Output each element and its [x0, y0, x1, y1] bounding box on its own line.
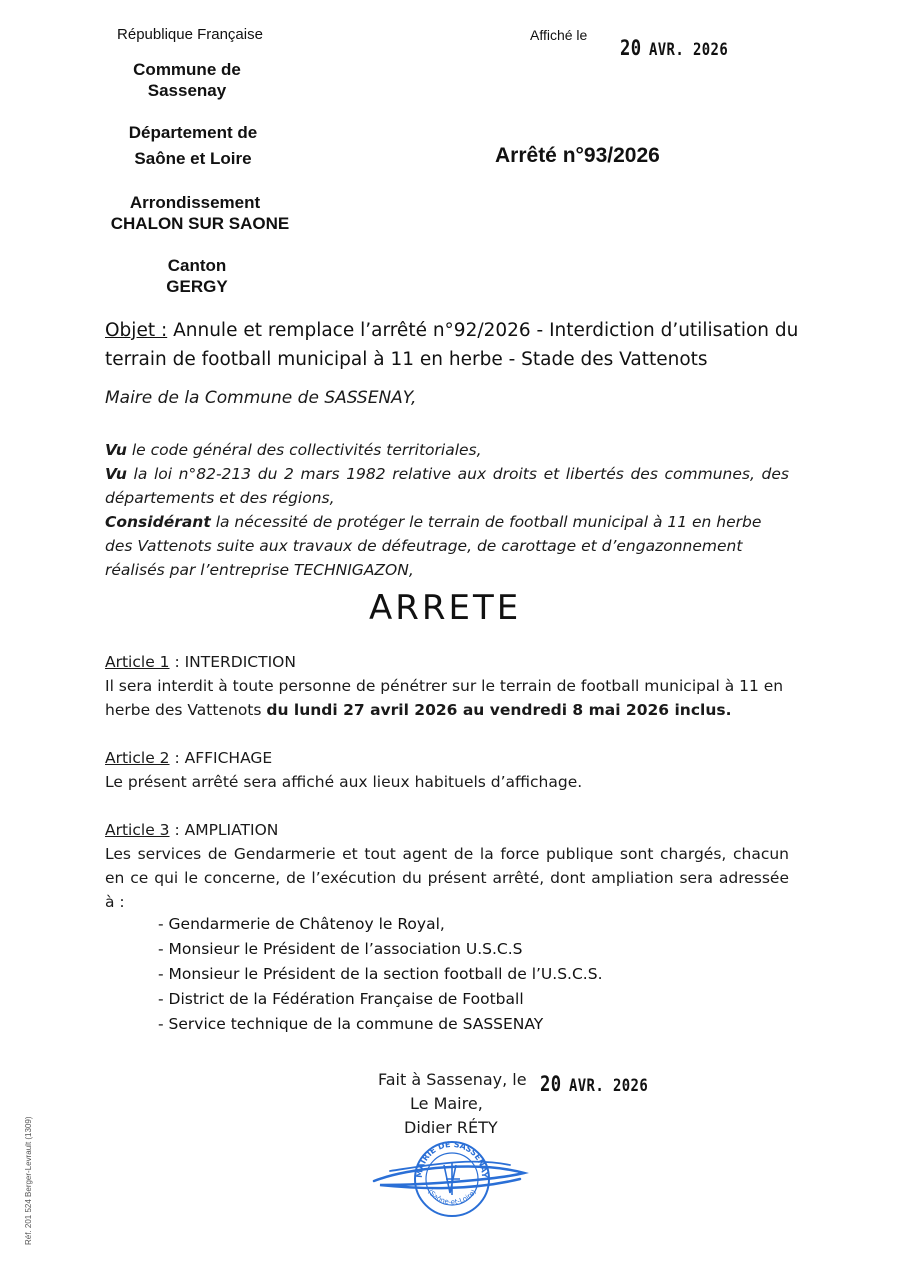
fait-a: Fait à Sassenay, le — [378, 1070, 527, 1089]
canton-name: GERGY — [166, 277, 228, 296]
visa-2 — [105, 462, 789, 510]
canton-label: Canton — [167, 256, 227, 275]
departement-name: Saône et Loire — [134, 149, 252, 168]
list-item: - Monsieur le Président de la section football de l’U.S.C.S. — [158, 965, 603, 983]
article-2-text: Le présent arrêté sera affiché aux lieux habituels d’affichage. — [105, 773, 583, 791]
visa-3-lead: Considérant — [105, 513, 211, 531]
seal-top-text: MAIRIE DE SASSENAY — [414, 1139, 490, 1179]
seal-bottom-text: (Saône-et-Loire) — [426, 1188, 478, 1207]
article-1-text-block — [105, 674, 789, 722]
article-3-heading: Article 3 : AMPLIATION — [105, 821, 279, 839]
list-item: - Service technique de la commune de SASSENAY — [158, 1015, 544, 1033]
visa-1-lead: Vu — [105, 441, 127, 459]
article-1-dates: du lundi 27 avril 2026 au vendredi 8 mai 2026 inclus. — [266, 701, 732, 719]
article-2-label: Article 2 — [105, 749, 170, 767]
republique-francaise: République Française — [117, 26, 263, 43]
arrondissement-label: Arrondissement — [129, 193, 261, 212]
visa-3 — [105, 510, 789, 582]
article-3-label: Article 3 — [105, 821, 170, 839]
arrondissement-name: CHALON SUR SAONE — [110, 214, 290, 233]
signature-date-rest: AVR. 2026 — [568, 1076, 649, 1096]
article-2-heading: Article 2 : AFFICHAGE — [105, 749, 273, 767]
visa-2-text: la loi n°82-213 du 2 mars 1982 relative aux droits et libertés des communes, des départements et des régions, — [105, 465, 789, 507]
article-2-title: AFFICHAGE — [184, 749, 273, 767]
signature-date-day: 20 — [540, 1072, 562, 1096]
affiche-date-rest: AVR. 2026 — [648, 40, 729, 60]
article-3-title: AMPLIATION — [184, 821, 279, 839]
article-1-title: INTERDICTION — [184, 653, 296, 671]
visa-3-text: la nécessité de protéger le terrain de football municipal à 11 en herbe des Vattenots suite aux travaux de défeutrage, de carottage et d’engazonnement réalisés par l’entreprise TECHNIGAZON, — [105, 513, 762, 579]
footer-reference: Réf. 201 524 Berger-Levrault (1309) — [24, 1116, 33, 1245]
signature-name: Didier RÉTY — [404, 1118, 498, 1137]
affiche-date-day: 20 — [620, 36, 642, 60]
article-3-text: Les services de Gendarmerie et tout agent de la force publique sont chargés, chacun en ce qui le concerne, de l’exécution du présent arrêté, dont ampliation sera adressée à : — [105, 845, 789, 911]
objet-text: Annule et remplace l’arrêté n°92/2026 - Interdiction d’utilisation du terrain de football municipal à 11 en herbe - Stade des Vattenots — [105, 320, 799, 370]
affiche-label: Affiché le — [530, 27, 588, 43]
article-1-text: Il sera interdit à toute personne de pénétrer sur le terrain de football municipal à 11 en herbe des Vattenots — [105, 677, 784, 719]
signature-date-stamp — [540, 1072, 648, 1096]
objet-label: Objet : — [105, 320, 168, 341]
visa-2-lead: Vu — [105, 465, 127, 483]
list-item: - Monsieur le Président de l’association U.S.C.S — [158, 940, 523, 958]
departement-label: Département de — [128, 123, 258, 142]
article-1-label: Article 1 — [105, 653, 170, 671]
list-item: - Gendarmerie de Châtenoy le Royal, — [158, 915, 445, 933]
signature-role: Le Maire, — [410, 1094, 483, 1113]
ampliation-list — [158, 912, 603, 1037]
mairie-seal — [370, 1135, 530, 1220]
commune-label: Commune de — [133, 60, 241, 79]
maire-line: Maire de la Commune de SASSENAY, — [105, 388, 417, 408]
visa-1 — [105, 438, 789, 462]
affiche-date-stamp — [620, 36, 728, 60]
commune-name: Sassenay — [147, 81, 227, 100]
arrete-title: ARRETE — [369, 588, 522, 628]
arrete-number: Arrêté n°93/2026 — [495, 144, 660, 167]
objet-block — [105, 316, 845, 374]
list-item: - District de la Fédération Française de Football — [158, 990, 524, 1008]
article-1-heading: Article 1 : INTERDICTION — [105, 653, 296, 671]
visa-1-text: le code général des collectivités territoriales, — [131, 441, 482, 459]
